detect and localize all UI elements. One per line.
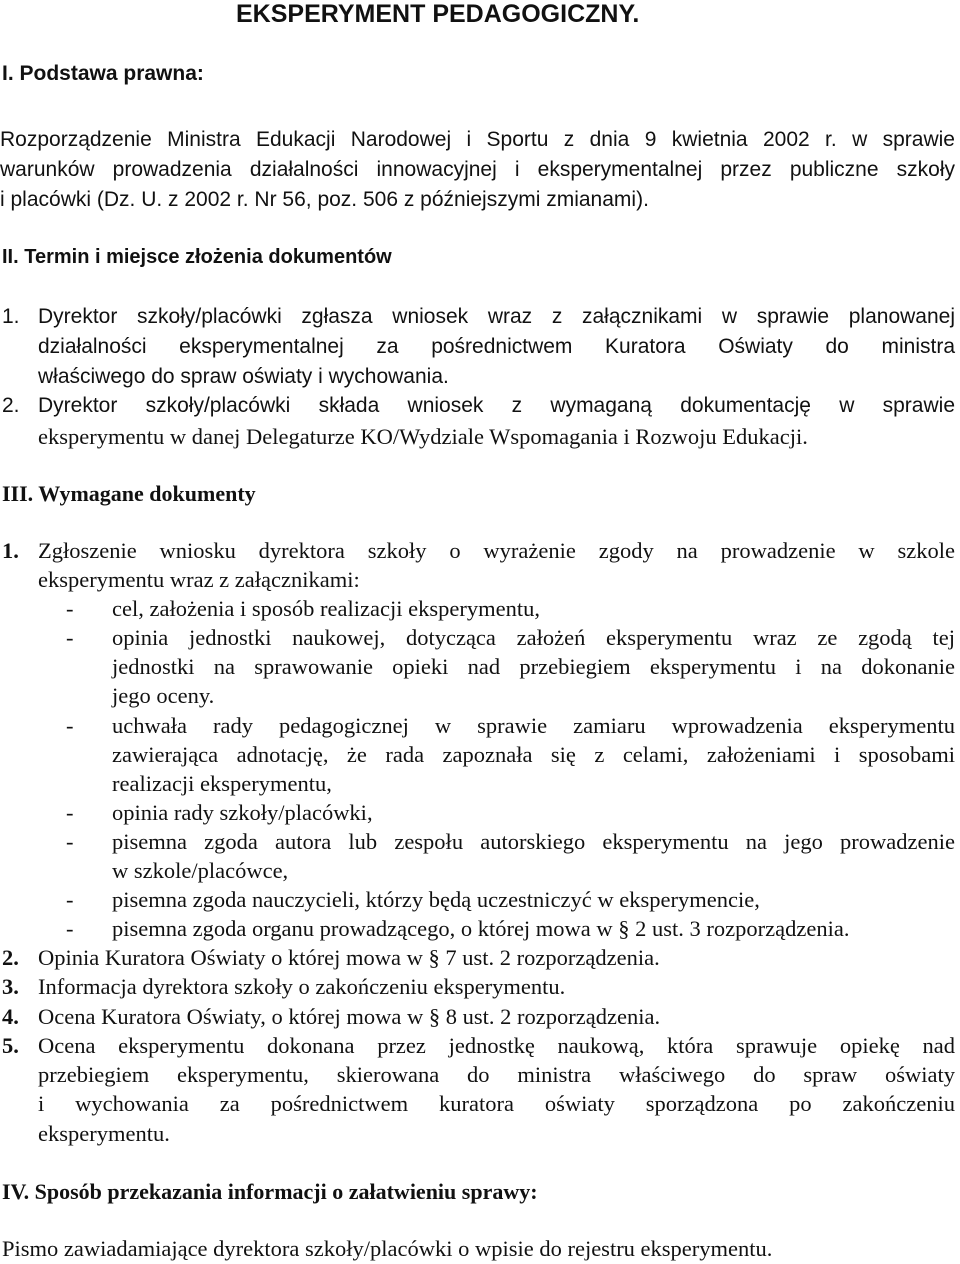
text-line: Opinia Kuratora Oświaty o której mowa w § 7 ust. 2 rozporządzenia. [38,945,660,970]
bullet-dash: - [66,916,74,941]
text-line: Dyrektor szkoły/placówki składa wniosek z wymaganą dokumentację w sprawie [38,394,955,417]
bullet-dash: - [66,713,74,738]
page-title: EKSPERYMENT PEDAGOGICZNY. [236,0,640,28]
text-line: eksperymentu wraz z załącznikami: [38,567,360,592]
text-line: warunków prowadzenia działalności innowacyjnej i eksperymentalnej przez publiczne szkoły [0,158,955,181]
bullet-dash: - [66,829,74,854]
text-line: jednostki na sprawowanie opieki nad przebiegiem eksperymentu i na dokonanie [112,654,955,679]
item-number: 5. [2,1033,19,1058]
text-line: realizacji eksperymentu, [112,771,332,796]
text-line: eksperymentu w danej Delegaturze KO/Wydziale Wspomagania i Rozwoju Edukacji. [38,424,808,449]
bullet-dash: - [66,596,74,621]
text-line: pisemna zgoda autora lub zespołu autorskiego eksperymentu na jego prowadzenie [112,829,955,854]
text-line: właściwego do spraw oświaty i wychowania. [38,365,449,388]
text-line: i wychowania za pośrednictwem kuratora oświaty sporządzona po zakończeniu [38,1091,955,1116]
text-line: cel, założenia i sposób realizacji eksperymentu, [112,596,540,621]
text-line: Zgłoszenie wniosku dyrektora szkoły o wyrażenie zgody na prowadzenie w szkole [38,538,955,563]
item-number: 2. [2,945,19,970]
text-line: opinia jednostki naukowej, dotycząca założeń eksperymentu wraz ze zgodą tej [112,625,955,650]
text-line: Rozporządzenie Ministra Edukacji Narodowej i Sportu z dnia 9 kwietnia 2002 r. w sprawie [0,128,955,151]
text-line: pisemna zgoda organu prowadzącego, o której mowa w § 2 ust. 3 rozporządzenia. [112,916,850,941]
item-number: 1. [2,305,20,328]
text-line: uchwała rady pedagogicznej w sprawie zamiaru wprowadzenia eksperymentu [112,713,955,738]
text-line: Ocena eksperymentu dokonana przez jednostkę naukową, która sprawuje opiekę nad [38,1033,955,1058]
text-line: w szkole/placówce, [112,858,289,883]
item-number: 2. [2,394,20,417]
text-line: zawierająca adnotację, że rada zapoznała się z celami, założeniami i sposobami [112,742,955,767]
section-4-text: Pismo zawiadamiające dyrektora szkoły/placówki o wpisie do rejestru eksperymentu. [2,1236,773,1261]
bullet-dash: - [66,800,74,825]
section-2-heading: II. Termin i miejsce złożenia dokumentów [2,246,392,268]
bullet-dash: - [66,887,74,912]
bullet-dash: - [66,625,74,650]
text-line: przebiegiem eksperymentu, skierowana do ministra właściwego do spraw oświaty [38,1062,955,1087]
item-number: 3. [2,974,19,999]
section-1-heading: I. Podstawa prawna: [2,62,204,85]
text-line: Ocena Kuratora Oświaty, o której mowa w § 8 ust. 2 rozporządzenia. [38,1004,661,1029]
text-line: działalności eksperymentalnej za pośrednictwem Kuratora Oświaty do ministra [38,335,955,358]
text-line: jego oceny. [112,683,215,708]
text-line: Dyrektor szkoły/placówki zgłasza wniosek wraz z załącznikami w sprawie planowanej [38,305,955,328]
item-number: 4. [2,1004,19,1029]
section-4-heading: IV. Sposób przekazania informacji o załatwieniu sprawy: [2,1179,538,1204]
text-line: i placówki (Dz. U. z 2002 r. Nr 56, poz. 506 z późniejszymi zmianami). [0,188,649,211]
section-3-heading: III. Wymagane dokumenty [2,481,256,506]
text-line: opinia rady szkoły/placówki, [112,800,373,825]
text-line: eksperymentu. [38,1121,170,1146]
text-line: Informacja dyrektora szkoły o zakończeniu eksperymentu. [38,974,566,999]
item-number: 1. [2,538,19,563]
text-line: pisemna zgoda nauczycieli, którzy będą uczestniczyć w eksperymencie, [112,887,760,912]
